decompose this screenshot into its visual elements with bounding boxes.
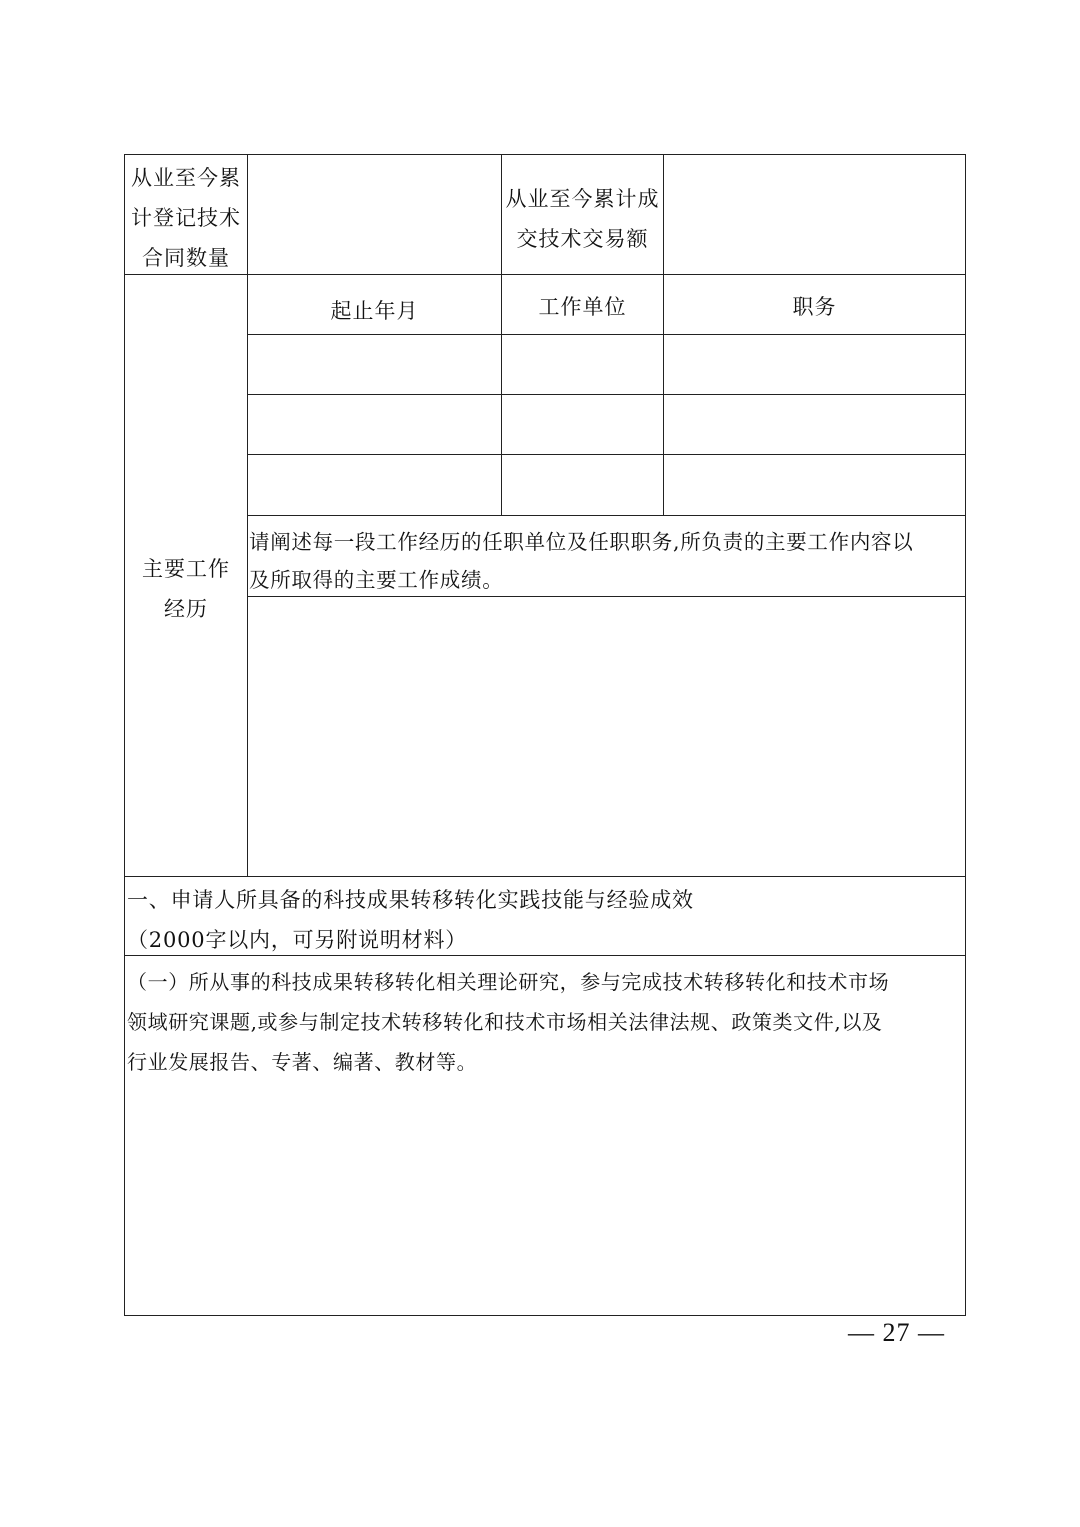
contract-count-label-line3: 合同数量 [142,246,230,270]
subsection1-content-field[interactable] [126,1085,964,1313]
table-bottom-border [124,1315,966,1316]
history-row-2-position[interactable] [665,396,964,453]
row1-bottom-line [124,274,966,275]
subsection1-text-line1: （一）所从事的科技成果转移转化相关理论研究，参与完成技术转移转化和技术市场 [127,970,890,994]
history-row3-bottom-line [247,515,966,516]
history-row-1-period[interactable] [249,336,500,393]
contract-count-field[interactable] [249,156,500,273]
contract-count-label-line2: 计登记技术 [131,206,241,230]
work-history-instruction-line1: 请阐述每一段工作经历的任职单位及任职职务,所负责的主要工作内容以 [249,530,914,554]
work-history-instruction-line2: 及所取得的主要工作成绩。 [249,568,504,592]
history-row-1-position[interactable] [665,336,964,393]
position-column-header: 职务 [792,295,837,319]
work-history-label-line1: 主要工作 [142,557,230,581]
work-history-bottom-line [124,876,966,877]
employer-column-header: 工作单位 [538,295,627,319]
period-column-header: 起止年月 [330,299,419,323]
transaction-amount-label-line1: 从业至今累计成 [505,187,660,211]
section1-note: （2000字以内，可另附说明材料） [127,928,468,952]
history-row2-bottom-line [247,454,966,455]
transaction-amount-field[interactable] [665,156,964,273]
history-row-3-employer[interactable] [503,456,662,514]
history-row-3-position[interactable] [665,456,964,514]
history-row-3-period[interactable] [249,456,500,514]
subsection1-text-line2: 领域研究课题,或参与制定技术转移转化和技术市场相关法律法规、政策类文件,以及 [127,1010,883,1034]
table-left-border [124,154,125,1316]
work-history-label-line2: 经历 [164,597,208,621]
history-row-2-employer[interactable] [503,396,662,453]
table-right-border [965,154,966,1316]
work-history-description-field[interactable] [249,598,964,875]
table-top-border [124,154,966,155]
section1-title: 一、申请人所具备的科技成果转移转化实践技能与经验成效 [127,888,694,912]
header-bottom-line [247,334,966,335]
history-row1-bottom-line [247,394,966,395]
history-row-1-employer[interactable] [503,336,662,393]
subsection1-text-line3: 行业发展报告、专著、编著、教材等。 [127,1050,478,1074]
contract-count-label-line1: 从业至今累 [131,166,241,190]
history-row-2-period[interactable] [249,396,500,453]
page-number: — 27 — [848,1318,945,1347]
transaction-amount-label-line2: 交技术交易额 [516,227,649,251]
